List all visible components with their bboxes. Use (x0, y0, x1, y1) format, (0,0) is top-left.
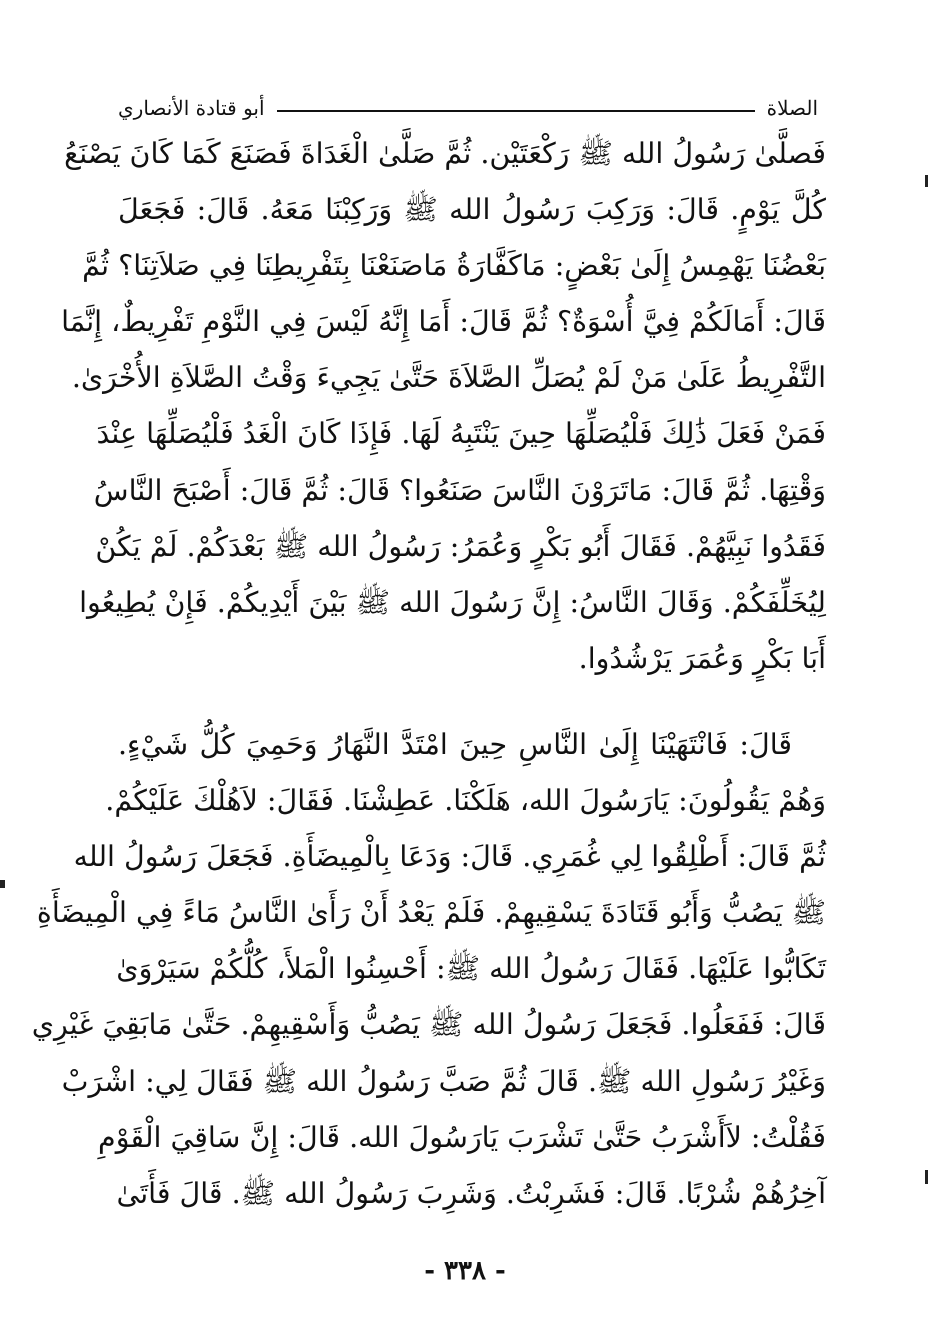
text-line: فَصلَّىٰ رَسُولُ الله ﷺ رَكْعَتَيْن. ثُمَّ صَلَّىٰ الْغَدَاةَ فَصَنَعَ كَمَا كَانَ يَصْنَعُ (64, 137, 826, 170)
page-number: - ٣٣٨ - (424, 1256, 506, 1286)
text-line: ﷺ يَصُبُّ وَأَبُو قَتَادَةَ يَسْقِيهِمْ. فَلَمْ يَعْدُ أَنْ رَأَىٰ النَّاسُ مَاءً فِي الْمِيضَأَةِ (36, 896, 826, 930)
text-line: أَبَا بَكْرٍ وَعُمَرَ يَرْشُدُوا. (578, 641, 826, 675)
text-line: ثُمَّ قَالَ: أَطْلِقُوا لِي غُمَرِي. قَالَ: وَدَعَا بِالْمِيضَأَةِ. فَجَعَلَ رَسُولُ الله (73, 840, 826, 874)
scan-edge-mark (925, 175, 928, 187)
text-line: فَقَدُوا نَبِيَّهُمْ. فَقَالَ أَبُو بَكْرٍ وَعُمَرُ: رَسُولُ الله ﷺ بَعْدَكُمْ. لَمْ يَكُنْ (95, 529, 826, 563)
text-line: فَمَنْ فَعَلَ ذَٰلِكَ فَلْيُصَلِّهَا حِينَ يَنْتَبِهُ لَهَا. فَإِذَا كَانَ الْغَدُ فَلْيُصَلِّهَا عِنْدَ (96, 417, 826, 451)
text-line: وَهُمْ يَقُولُونَ: يَارَسُولَ الله، هَلَكْنَا. عَطِشْنَا. فَقَالَ: لاَهُلْكَ عَلَيْكُمْ. (105, 784, 826, 818)
header-rule (277, 110, 755, 112)
text-line: قَالَ: أَمَالَكُمْ فِيَّ أُسْوَةٌ؟ ثُمَّ قَالَ: أَمَا إِنَّهُ لَيْسَ فِي النَّوْمِ تَفْرِيطٌ، إِنَّمَا (61, 305, 826, 339)
text-line: قَالَ: فَفَعَلُوا. فَجَعَلَ رَسُولُ الله ﷺ يَصُبُّ وَأَسْقِيهِمْ. حَتَّىٰ مَابَقِيَ غَيْرِي (31, 1008, 826, 1042)
text-line: تَكَابُّوا عَلَيْهَا. فَقَالَ رَسُولُ الله ﷺ: أَحْسِنُوا الْمَلأَ، كُلُّكُمْ سَيَرْوَىٰ (116, 952, 826, 986)
text-line: آخِرُهُمْ شُرْبًا. قَالَ: فَشَرِبْتُ. وَشَرِبَ رَسُولُ الله ﷺ. قَالَ فَأَتَىٰ (116, 1176, 826, 1210)
header-author-name: أبو قتادة الأنصاري (118, 96, 265, 120)
text-line: وَغَيْرُ رَسُولِ الله ﷺ. قَالَ ثُمَّ صَبَّ رَسُولُ الله ﷺ فَقَالَ لِي: اشْرَبْ (61, 1064, 826, 1098)
text-line: كُلَّ يَوْمٍ. قَالَ: وَرَكِبَ رَسُولُ الله ﷺ وَرَكِبْنَا مَعَهُ. قَالَ: فَجَعَلَ (118, 193, 826, 227)
paragraph-gap (118, 687, 826, 717)
scan-edge-mark (0, 880, 5, 888)
text-line: لِيُخَلِّفَكُمْ. وَقَالَ النَّاسُ: إِنَّ رَسُولَ الله ﷺ بَيْنَ أَيْدِيكُمْ. فَإِنْ يُطِيعُوا (79, 585, 826, 619)
running-header (118, 84, 818, 118)
text-line: وَقْتِهَا. ثُمَّ قَالَ: مَاتَرَوْنَ النَّاسَ صَنَعُوا؟ قَالَ: ثُمَّ قَالَ: أَصْبَحَ النَّاسُ (93, 473, 826, 507)
scan-edge-mark (925, 1170, 928, 1184)
header-section-title: الصلاة (766, 96, 818, 120)
text-line: قَالَ: فَانْتَهَيْنَا إِلَىٰ النَّاسِ حِينَ امْتَدَّ النَّهَارُ وَحَمِيَ كُلُّ شَيْءٍ. (118, 727, 792, 761)
text-line: فَقُلْتُ: لاَأَشْرَبُ حَتَّىٰ تَشْرَبَ يَارَسُولَ الله. قَالَ: إِنَّ سَاقِيَ الْقَوْمِ (98, 1120, 826, 1154)
body-text (31, 126, 826, 1222)
text-line: التَّفْرِيطُ عَلَىٰ مَنْ لَمْ يُصَلِّ الصَّلاَةَ حَتَّىٰ يَجِيءَ وَقْتُ الصَّلاَةِ الأُخْرَىٰ. (71, 361, 826, 395)
text-line: بَعْضُنَا يَهْمِسُ إِلَىٰ بَعْضٍ: مَاكَفَّارَةُ مَاصَنَعْنَا بِتَفْرِيطِنَا فِي صَلاَتِنَا؟ ثُمَّ (82, 249, 826, 283)
